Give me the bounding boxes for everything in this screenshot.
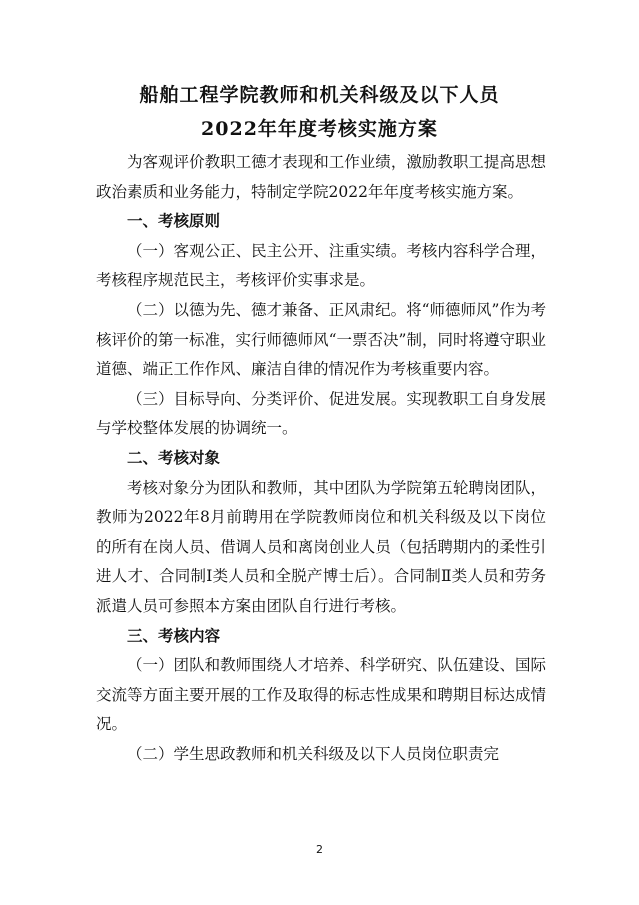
section-heading: 一、考核原则	[127, 212, 221, 231]
intro-paragraph: 为客观评价教职工德才表现和工作业绩，激励教职工提高思想政治素质和业务能力，特制定学院2022年年度考核实施方案。	[96, 153, 546, 201]
section-heading: 三、考核内容	[127, 626, 221, 645]
document-title-line1: 船舶工程学院教师和机关科级及以下人员	[139, 84, 500, 106]
body-paragraph: （三）目标导向、分类评价、促进发展。实现教职工自身发展与学校整体发展的协调统一。	[96, 389, 546, 438]
section-targets	[96, 444, 546, 622]
body-paragraph: （一）团队和教师围绕人才培养、科学研究、队伍建设、国际交流等方面主要开展的工作及取得的标志性成果和聘期目标达成情况。	[96, 656, 546, 734]
document-body	[96, 148, 546, 769]
document-title-line2: 2022年年度考核实施方案	[201, 118, 438, 140]
section-principles	[96, 207, 546, 444]
section-heading: 二、考核对象	[127, 448, 221, 467]
page-number: 2	[316, 843, 323, 856]
body-paragraph: （一）客观公正、民主公开、注重实绩。考核内容科学合理，考核程序规范民主，考核评价实事求是。	[96, 241, 546, 290]
body-paragraph: （二）以德为先、德才兼备、正风肃纪。将“师德师风”作为考核评价的第一标准，实行师德师风“一票否决”制，同时将遵守职业道德、端正工作作风、廉洁自律的情况作为考核重要内容。	[96, 300, 546, 379]
body-paragraph: （二）学生思政教师和机关科级及以下人员岗位职责完	[127, 744, 500, 763]
section-content	[96, 622, 546, 770]
body-paragraph: 考核对象分为团队和教师，其中团队为学院第五轮聘岗团队，教师为2022年8月前聘用在学院教师岗位和机关科级及以下岗位的所有在岗人员、借调人员和离岗创业人员（包括聘期内的柔性引进人才、合同制Ⅰ类人员和全脱产博士后）。合同制Ⅱ类人员和劳务派遣人员可参照本方案由团队自行进行考核。	[96, 478, 546, 615]
